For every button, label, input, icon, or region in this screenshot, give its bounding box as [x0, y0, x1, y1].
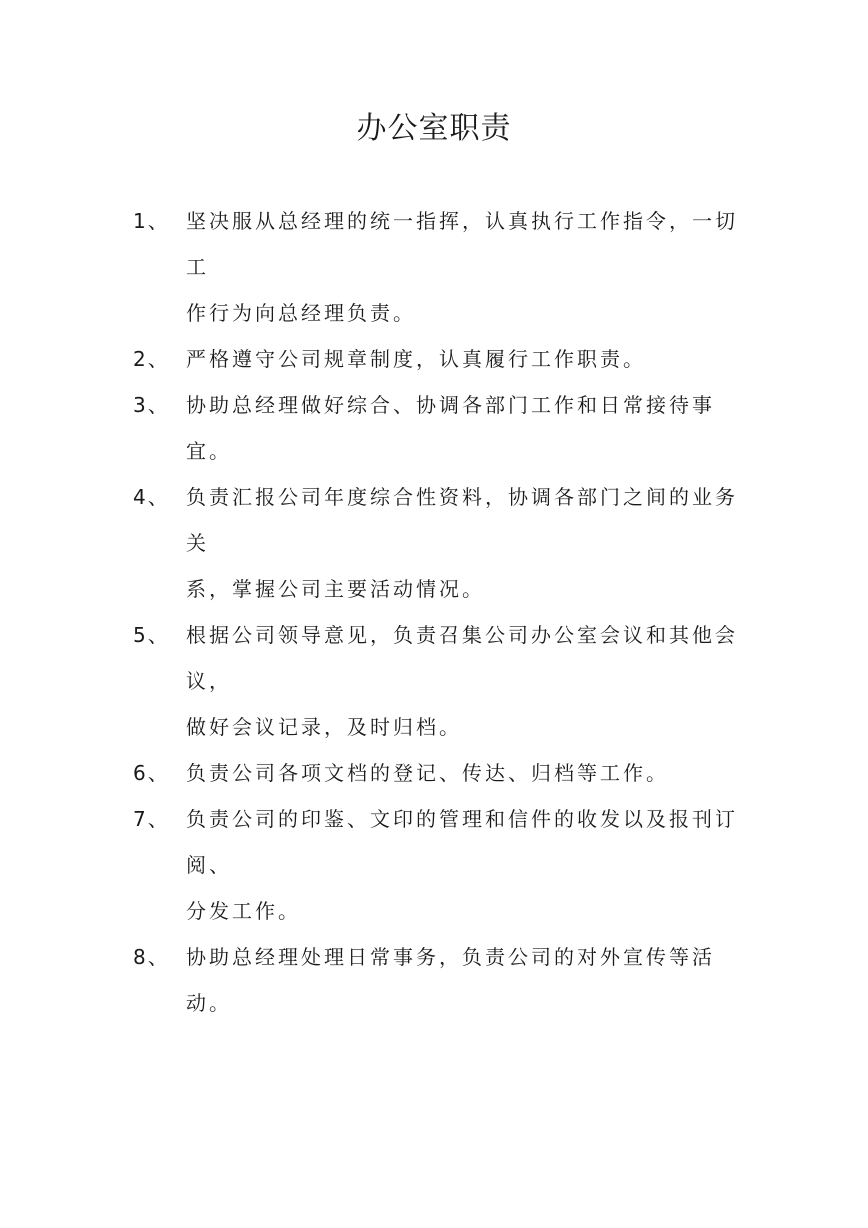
item-number: 1、	[133, 209, 170, 233]
item-text: 坚决服从总经理的统一指挥，认真执行工作指令，一切工 作行为向总经理负责。	[186, 209, 738, 325]
item-number: 5、	[133, 623, 170, 647]
item-number: 3、	[133, 393, 170, 417]
list-item	[0, 382, 746, 474]
item-number: 2、	[133, 347, 170, 371]
list-item	[0, 336, 746, 382]
item-text: 协助总经理处理日常事务，负责公司的对外宣传等活动。	[186, 945, 715, 1015]
item-text: 根据公司领导意见，负责召集公司办公室会议和其他会议， 做好会议记录，及时归档。	[186, 623, 738, 739]
page-title: 办公室职责	[356, 111, 512, 146]
list-item	[0, 198, 746, 336]
list-item	[0, 796, 746, 934]
item-number: 4、	[133, 485, 170, 509]
list-item	[0, 474, 746, 612]
list-item	[0, 750, 746, 796]
duty-list	[0, 198, 868, 1026]
item-number: 7、	[133, 807, 170, 831]
item-number: 6、	[133, 761, 170, 785]
item-text: 负责公司的印鉴、文印的管理和信件的收发以及报刊订阅、 分发工作。	[186, 807, 738, 923]
list-item	[0, 934, 746, 1026]
item-text: 负责汇报公司年度综合性资料，协调各部门之间的业务关 系，掌握公司主要活动情况。	[186, 485, 738, 601]
item-text: 负责公司各项文档的登记、传达、归档等工作。	[186, 761, 669, 785]
item-number: 8、	[133, 945, 170, 969]
list-item	[0, 612, 746, 750]
item-text: 协助总经理做好综合、协调各部门工作和日常接待事宜。	[186, 393, 715, 463]
item-text: 严格遵守公司规章制度，认真履行工作职责。	[186, 347, 646, 371]
